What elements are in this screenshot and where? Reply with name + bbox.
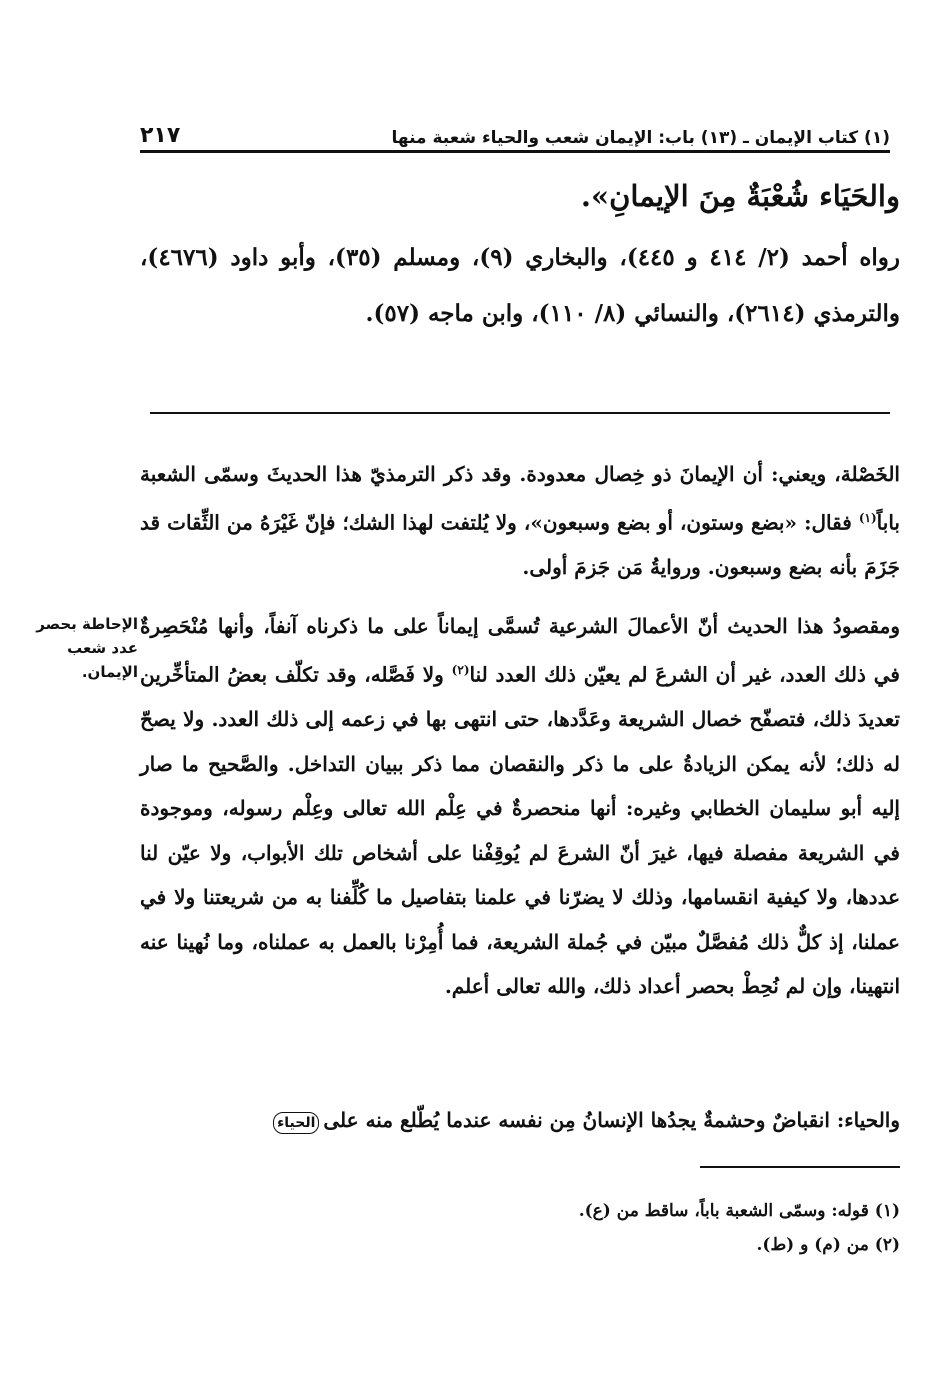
- running-header: [140, 118, 890, 148]
- section-divider: [150, 412, 890, 414]
- commentary-text: ولا فَصَّله، وقد تكلّف بعضُ المتأخِّرين تعديدَ ذلك، فتصفّح خصال الشريعة وعَدَّدها، حتى انتهى بها في زعمه إلى ذلك العدد. ولا يصحّ له ذلك؛ لأنه يمكن الزيادةُ على ما ذكر والنقصان مما ذكر ببيان التداخل. والصَّحيح ما صار إليه أبو سليمان الخطابي وغيره: أنها منحصرةٌ في عِلْم الله تعالى وعِلْم رسوله، وموجودة في الشريعة مفصلة فيها، غيرَ أنّ الشرعَ لم يُوقِفْنا على أشخاص تلك الأبواب، ولا عيّن لنا عددها، ولا كيفية انقسامها، وذلك لا يضرّنا في علمنا بتفاصيل ما كُلِّفنا به من شريعتنا ولا في عملنا، إذ كلٌّ ذلك مُفصَّلٌ مبيّن في جُملة الشريعة، فما أُمِرْنا بالعمل به عملناه، وما نُهينا عنه انتهينا، وإن لم نُحِطْ بحصر أعداد ذلك، والله تعالى أعلم.: [140, 663, 900, 998]
- margin-heading: الإحاطة بحصر عدد شعب الإيمان.: [36, 615, 138, 681]
- commentary-paragraph-3: [80, 1100, 900, 1140]
- hadith-takhrij: رواه أحمد (٢/ ٤١٤ و ٤٤٥)، والبخاري (٩)، ومسلم (٣٥)، وأبو داود (٤٦٧٦)، والترمذي (٢٦١٤)، والنسائي (٨/ ١١٠)، وابن ماجه (٥٧).: [140, 244, 900, 327]
- header-title: (١) كتاب الإيمان ـ (١٣) باب: الإيمان شعب والحياء شعبة منها: [391, 128, 890, 148]
- catchword: الحياء: [273, 1112, 319, 1134]
- footnote-2: [140, 1228, 900, 1262]
- commentary-paragraph-2: [140, 604, 900, 1008]
- footnotes: [140, 1194, 900, 1262]
- footnote-number: (٢): [874, 1235, 900, 1255]
- footnote-text: قوله: وسمّى الشعبة باباً، ساقط من (ع).: [578, 1201, 869, 1221]
- commentary-text: والحياء: انقباضٌ وحشمةٌ يجدُها الإنسانُ مِن نفسه عندما يُطّلع منه على: [323, 1108, 900, 1132]
- footnote-text: من (م) و (ط).: [756, 1235, 869, 1255]
- hadith-ending: والحَيَاء شُعْبَةٌ مِنَ الإيمانِ».: [580, 179, 900, 213]
- header-rule: [140, 150, 890, 153]
- footnote-ref-2[interactable]: (٢): [451, 663, 470, 678]
- footnote-number: (١): [874, 1201, 900, 1221]
- commentary-text: ومقصودُ هذا الحديث أنّ الأعمالَ الشرعية تُسمَّى إيماناً على ما ذكرناه آنفاً، وأنها مُنْحَصِرةٌ في ذلك العدد، غير أن الشرعَ لم يعيّن ذلك العدد لنا: [140, 614, 900, 688]
- footnote-ref-1[interactable]: (١): [858, 511, 877, 525]
- commentary-paragraph-1: [140, 452, 900, 589]
- commentary-text: الخَصْلة، ويعني: أن الإيمانَ ذو خِصال معدودة. وقد ذكر الترمذيّ هذا الحديثَ وسمّى الشعبة باباً: [140, 462, 900, 535]
- footnote-1: [140, 1194, 900, 1228]
- commentary-text: فقال: «بضع وستون، أو بضع وسبعون»، ولا يُلتفت لهذا الشك؛ فإنّ غَيْرَهُ من الثِّقات قد جَزَمَ بأنه بضع وسبعون. وروايةُ مَن جَزمَ أولى.: [140, 510, 900, 579]
- footnote-rule: [700, 1166, 900, 1168]
- page-number: ٢١٧: [140, 123, 181, 148]
